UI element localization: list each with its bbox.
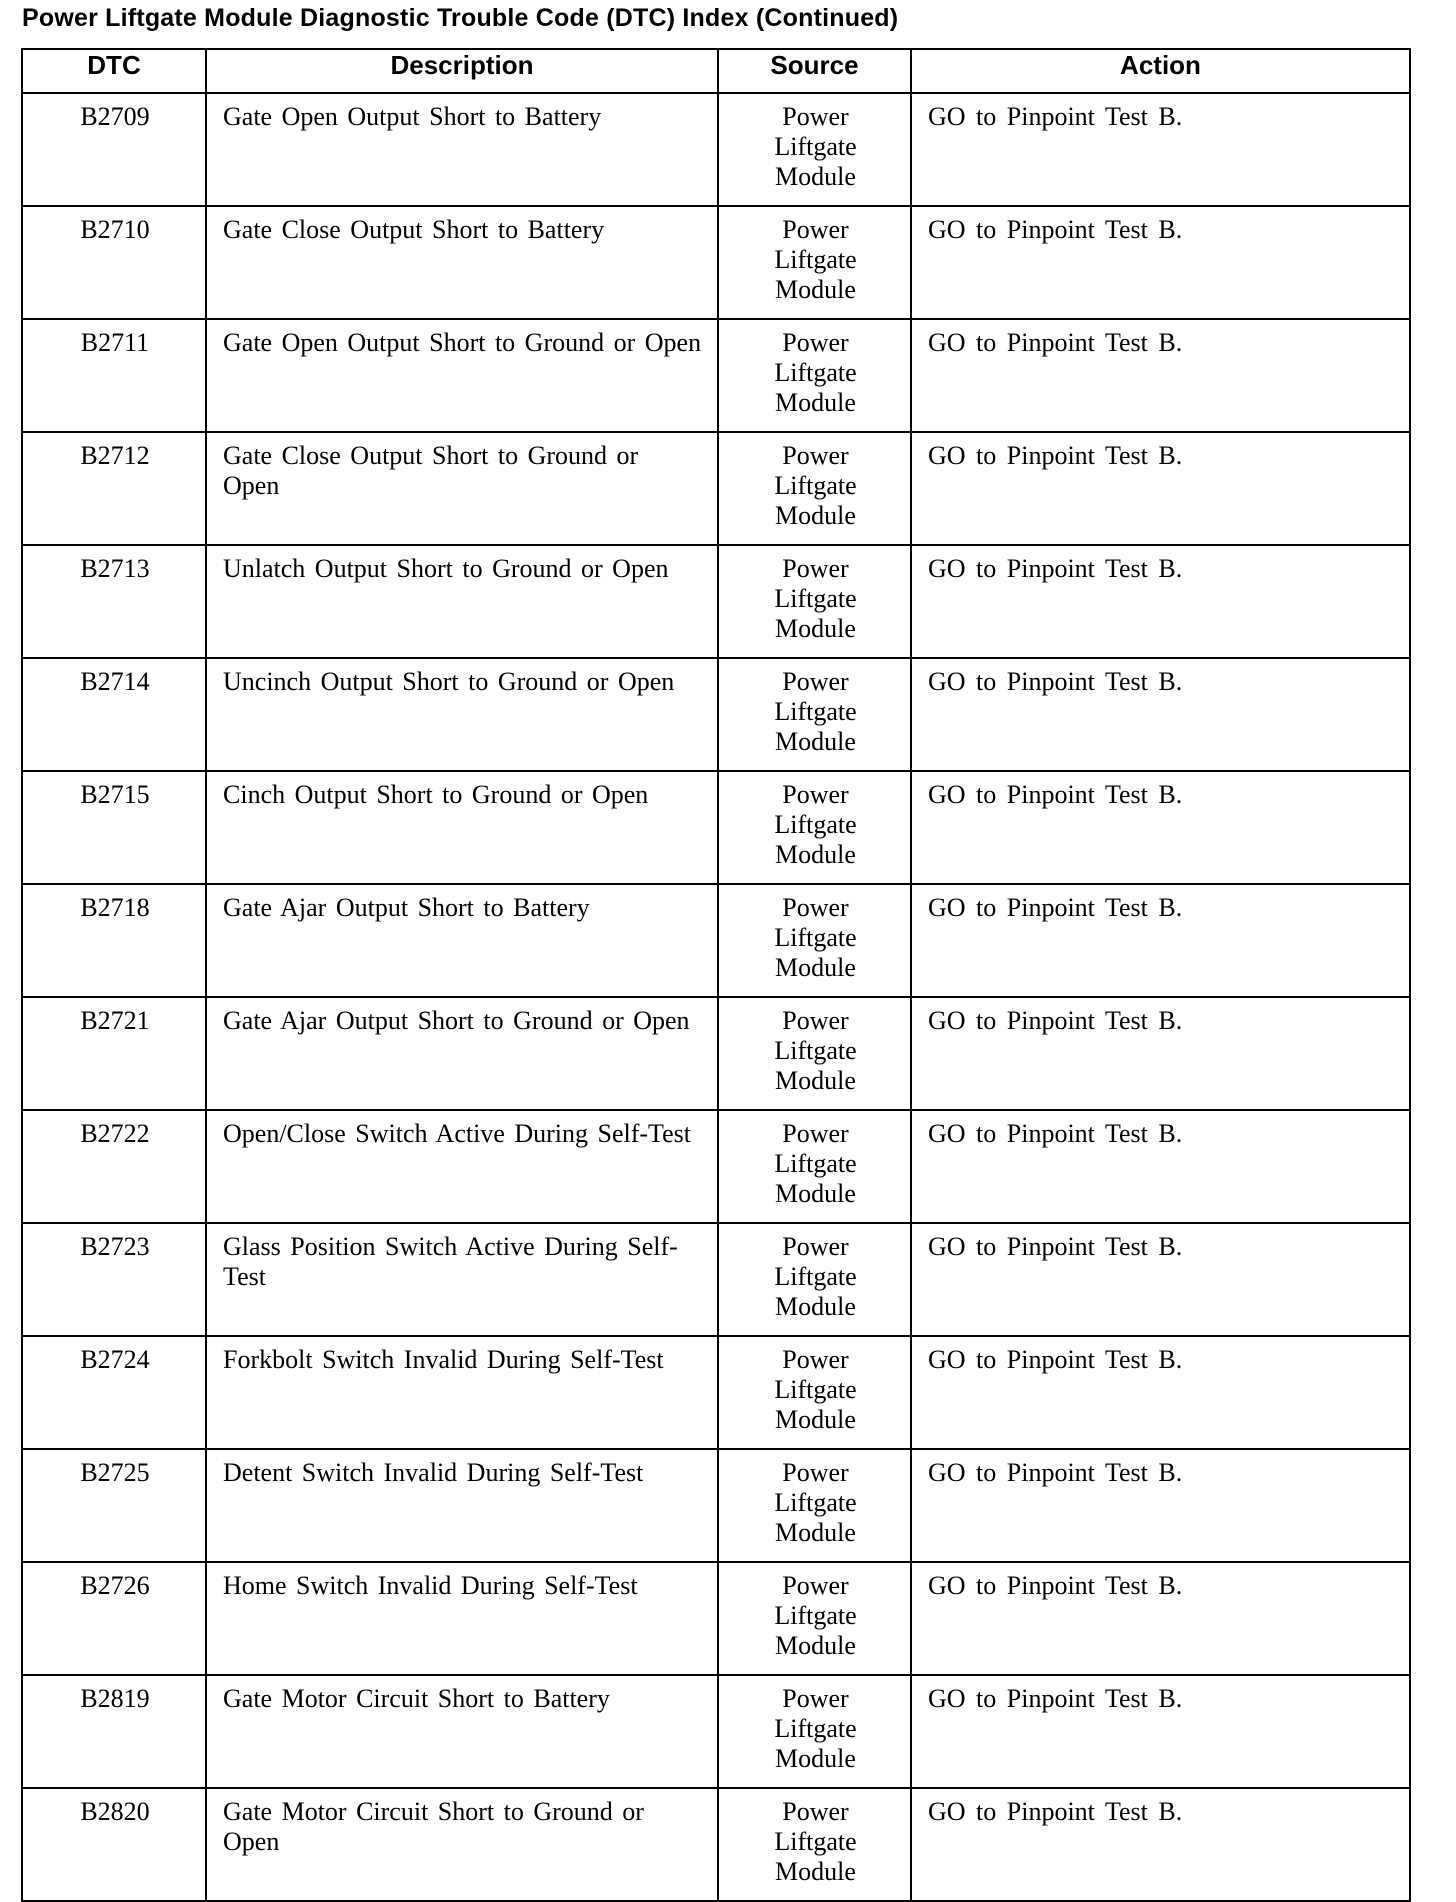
dtc-description: Glass Position Switch Active During Self-Test bbox=[206, 1223, 718, 1336]
dtc-action: GO to Pinpoint Test B. bbox=[911, 1110, 1410, 1223]
dtc-code: B2709 bbox=[22, 93, 206, 206]
dtc-action: GO to Pinpoint Test B. bbox=[911, 997, 1410, 1110]
source-line: Module bbox=[775, 1518, 856, 1547]
dtc-source bbox=[718, 658, 911, 771]
dtc-description: Gate Open Output Short to Battery bbox=[206, 93, 718, 206]
source-line: Power bbox=[782, 441, 849, 470]
dtc-source bbox=[718, 1110, 911, 1223]
source-line: Module bbox=[775, 275, 856, 304]
dtc-code: B2710 bbox=[22, 206, 206, 319]
dtc-source bbox=[718, 206, 911, 319]
source-line: Liftgate bbox=[774, 697, 857, 726]
source-line: Liftgate bbox=[774, 1827, 857, 1856]
source-line: Power bbox=[782, 1345, 849, 1374]
table-row bbox=[22, 545, 1410, 658]
dtc-code: B2819 bbox=[22, 1675, 206, 1788]
table-header-row bbox=[22, 49, 1410, 93]
source-line: Liftgate bbox=[774, 1262, 857, 1291]
source-line: Liftgate bbox=[774, 923, 857, 952]
table-row bbox=[22, 1336, 1410, 1449]
source-line: Module bbox=[775, 1292, 856, 1321]
source-line: Power bbox=[782, 1571, 849, 1600]
source-line: Power bbox=[782, 780, 849, 809]
table-row bbox=[22, 1562, 1410, 1675]
source-line: Module bbox=[775, 501, 856, 530]
source-line: Power bbox=[782, 1232, 849, 1261]
dtc-code: B2725 bbox=[22, 1449, 206, 1562]
source-line: Liftgate bbox=[774, 1149, 857, 1178]
dtc-action: GO to Pinpoint Test B. bbox=[911, 1336, 1410, 1449]
source-line: Power bbox=[782, 1797, 849, 1826]
dtc-description: Gate Open Output Short to Ground or Open bbox=[206, 319, 718, 432]
dtc-description: Gate Close Output Short to Battery bbox=[206, 206, 718, 319]
source-line: Module bbox=[775, 1631, 856, 1660]
source-line: Module bbox=[775, 727, 856, 756]
dtc-action: GO to Pinpoint Test B. bbox=[911, 771, 1410, 884]
table-row bbox=[22, 884, 1410, 997]
source-line: Module bbox=[775, 840, 856, 869]
source-line: Power bbox=[782, 1119, 849, 1148]
dtc-description: Open/Close Switch Active During Self-Test bbox=[206, 1110, 718, 1223]
source-line: Power bbox=[782, 1006, 849, 1035]
dtc-source bbox=[718, 432, 911, 545]
source-line: Liftgate bbox=[774, 1714, 857, 1743]
dtc-source bbox=[718, 997, 911, 1110]
source-line: Liftgate bbox=[774, 1375, 857, 1404]
dtc-action: GO to Pinpoint Test B. bbox=[911, 206, 1410, 319]
dtc-description: Unlatch Output Short to Ground or Open bbox=[206, 545, 718, 658]
dtc-code: B2726 bbox=[22, 1562, 206, 1675]
dtc-source bbox=[718, 319, 911, 432]
source-line: Power bbox=[782, 1684, 849, 1713]
source-line: Power bbox=[782, 215, 849, 244]
source-line: Liftgate bbox=[774, 584, 857, 613]
source-line: Power bbox=[782, 1458, 849, 1487]
table-row bbox=[22, 658, 1410, 771]
dtc-code: B2712 bbox=[22, 432, 206, 545]
dtc-code: B2715 bbox=[22, 771, 206, 884]
table-row bbox=[22, 1675, 1410, 1788]
table-row bbox=[22, 1110, 1410, 1223]
dtc-code: B2711 bbox=[22, 319, 206, 432]
source-line: Power bbox=[782, 328, 849, 357]
source-line: Liftgate bbox=[774, 132, 857, 161]
dtc-action: GO to Pinpoint Test B. bbox=[911, 319, 1410, 432]
dtc-description: Forkbolt Switch Invalid During Self-Test bbox=[206, 1336, 718, 1449]
source-line: Power bbox=[782, 102, 849, 131]
source-line: Liftgate bbox=[774, 1488, 857, 1517]
source-line: Module bbox=[775, 1066, 856, 1095]
dtc-source bbox=[718, 1336, 911, 1449]
dtc-source bbox=[718, 884, 911, 997]
dtc-code: B2713 bbox=[22, 545, 206, 658]
source-line: Liftgate bbox=[774, 1601, 857, 1630]
dtc-description: Gate Ajar Output Short to Ground or Open bbox=[206, 997, 718, 1110]
dtc-action: GO to Pinpoint Test B. bbox=[911, 432, 1410, 545]
dtc-action: GO to Pinpoint Test B. bbox=[911, 545, 1410, 658]
dtc-action: GO to Pinpoint Test B. bbox=[911, 1788, 1410, 1901]
dtc-code: B2714 bbox=[22, 658, 206, 771]
dtc-source bbox=[718, 1675, 911, 1788]
source-line: Liftgate bbox=[774, 245, 857, 274]
source-line: Power bbox=[782, 667, 849, 696]
source-line: Liftgate bbox=[774, 1036, 857, 1065]
table-row bbox=[22, 206, 1410, 319]
dtc-action: GO to Pinpoint Test B. bbox=[911, 1675, 1410, 1788]
header-dtc: DTC bbox=[22, 49, 206, 93]
table-row bbox=[22, 997, 1410, 1110]
dtc-action: GO to Pinpoint Test B. bbox=[911, 1449, 1410, 1562]
page-title: Power Liftgate Module Diagnostic Trouble Code (DTC) Index (Continued) bbox=[22, 4, 899, 32]
source-line: Power bbox=[782, 893, 849, 922]
source-line: Module bbox=[775, 1857, 856, 1886]
dtc-action: GO to Pinpoint Test B. bbox=[911, 93, 1410, 206]
source-line: Module bbox=[775, 614, 856, 643]
dtc-action: GO to Pinpoint Test B. bbox=[911, 884, 1410, 997]
dtc-code: B2722 bbox=[22, 1110, 206, 1223]
dtc-action: GO to Pinpoint Test B. bbox=[911, 1223, 1410, 1336]
table-row bbox=[22, 771, 1410, 884]
source-line: Module bbox=[775, 1179, 856, 1208]
table-row bbox=[22, 432, 1410, 545]
dtc-code: B2820 bbox=[22, 1788, 206, 1901]
dtc-code: B2724 bbox=[22, 1336, 206, 1449]
source-line: Module bbox=[775, 1405, 856, 1434]
source-line: Liftgate bbox=[774, 810, 857, 839]
dtc-code: B2721 bbox=[22, 997, 206, 1110]
dtc-index-table bbox=[21, 48, 1411, 1902]
dtc-description: Gate Motor Circuit Short to Battery bbox=[206, 1675, 718, 1788]
dtc-source bbox=[718, 771, 911, 884]
dtc-description: Uncinch Output Short to Ground or Open bbox=[206, 658, 718, 771]
header-action: Action bbox=[911, 49, 1410, 93]
header-description: Description bbox=[206, 49, 718, 93]
table-body bbox=[22, 93, 1410, 1901]
source-line: Module bbox=[775, 162, 856, 191]
table-row bbox=[22, 1223, 1410, 1336]
dtc-description: Home Switch Invalid During Self-Test bbox=[206, 1562, 718, 1675]
dtc-code: B2723 bbox=[22, 1223, 206, 1336]
table-row bbox=[22, 1449, 1410, 1562]
dtc-source bbox=[718, 1562, 911, 1675]
table-row bbox=[22, 319, 1410, 432]
dtc-description: Detent Switch Invalid During Self-Test bbox=[206, 1449, 718, 1562]
dtc-source bbox=[718, 1449, 911, 1562]
dtc-description: Gate Motor Circuit Short to Ground or Open bbox=[206, 1788, 718, 1901]
header-source: Source bbox=[718, 49, 911, 93]
table-row bbox=[22, 1788, 1410, 1901]
dtc-action: GO to Pinpoint Test B. bbox=[911, 658, 1410, 771]
dtc-code: B2718 bbox=[22, 884, 206, 997]
source-line: Power bbox=[782, 554, 849, 583]
dtc-description: Gate Ajar Output Short to Battery bbox=[206, 884, 718, 997]
dtc-source bbox=[718, 93, 911, 206]
source-line: Module bbox=[775, 1744, 856, 1773]
dtc-source bbox=[718, 1223, 911, 1336]
dtc-source bbox=[718, 1788, 911, 1901]
source-line: Module bbox=[775, 388, 856, 417]
source-line: Liftgate bbox=[774, 471, 857, 500]
table-row bbox=[22, 93, 1410, 206]
dtc-description: Gate Close Output Short to Ground or Open bbox=[206, 432, 718, 545]
dtc-source bbox=[718, 545, 911, 658]
dtc-action: GO to Pinpoint Test B. bbox=[911, 1562, 1410, 1675]
dtc-description: Cinch Output Short to Ground or Open bbox=[206, 771, 718, 884]
source-line: Liftgate bbox=[774, 358, 857, 387]
source-line: Module bbox=[775, 953, 856, 982]
